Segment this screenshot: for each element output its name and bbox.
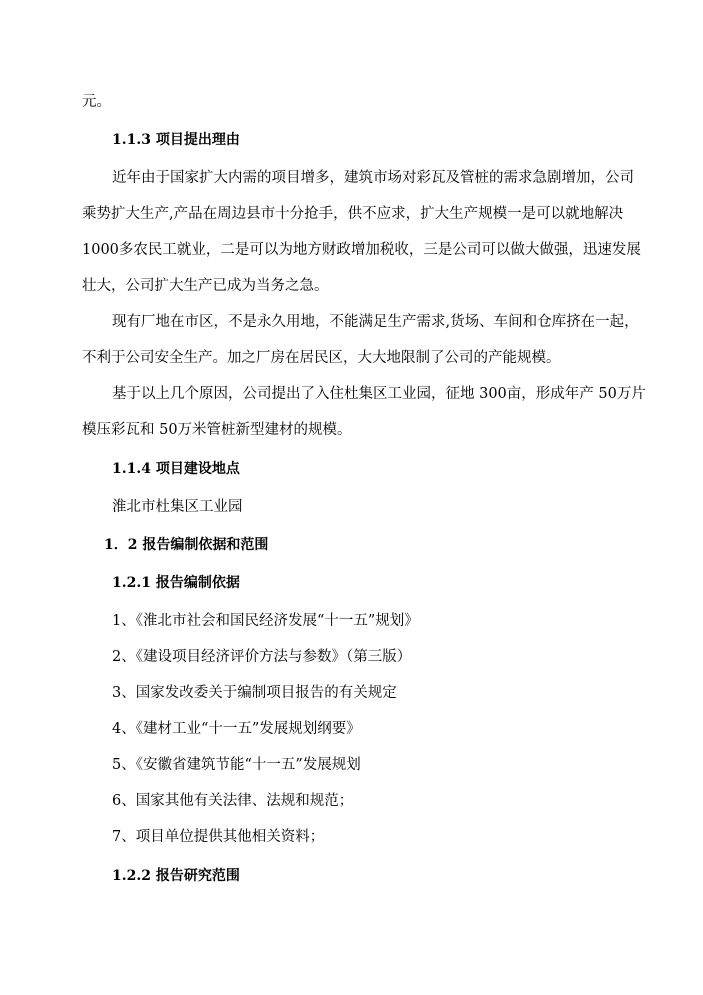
paragraph-line: 1000多农民工就业，二是可以为地方财政增加税收，三是公司可以做大做强，迅速发展	[82, 242, 641, 258]
paragraph-line: 乘势扩大生产,产品在周边县市十分抢手，供不应求，扩大生产规模一是可以就地解决	[82, 206, 624, 222]
list-item: 2、《建设项目经济评价方法与参数》（第三版）	[112, 649, 412, 665]
list-item: 5、《安徽省建筑节能“十一五”发展规划	[112, 757, 361, 773]
list-item: 1、《淮北市社会和国民经济发展“十一五”规划》	[112, 613, 419, 629]
paragraph-line: 基于以上几个原因，公司提出了入住杜集区工业园，征地 300亩，形成年产 50万片	[112, 386, 646, 402]
paragraph-line: 近年由于国家扩大内需的项目增多，建筑市场对彩瓦及管桩的需求急剧增加，公司	[112, 170, 634, 186]
paragraph-line: 模压彩瓦和 50万米管桩新型建材的规模。	[82, 422, 352, 438]
section-heading-1-2-1: 1.2.1 报告编制依据	[112, 575, 240, 591]
list-item: 6、国家其他有关法律、法规和规范；	[112, 793, 354, 809]
location-text: 淮北市杜集区工业园	[112, 499, 243, 515]
paragraph-line: 现有厂地在市区，不是永久用地，不能满足生产需求,货场、车间和仓库挤在一起，	[112, 314, 639, 330]
paragraph-line: 壮大，公司扩大生产已成为当务之急。	[82, 278, 329, 294]
list-item: 7、项目单位提供其他相关资料；	[112, 829, 325, 845]
section-heading-1-2: 1．2 报告编制依据和范围	[104, 537, 269, 553]
section-heading-1-1-4: 1.1.4 项目建设地点	[112, 461, 240, 477]
list-item: 3、国家发改委关于编制项目报告的有关规定	[112, 685, 397, 701]
section-heading-1-2-2: 1.2.2 报告研究范围	[112, 868, 240, 884]
paragraph-line: 不利于公司安全生产。加之厂房在居民区，大大地限制了公司的产能规模。	[82, 350, 561, 366]
text-line: 元。	[82, 94, 111, 110]
list-item: 4、《建材工业“十一五”发展规划纲要》	[112, 721, 361, 737]
section-heading-1-1-3: 1.1.3 项目提出理由	[112, 132, 240, 148]
